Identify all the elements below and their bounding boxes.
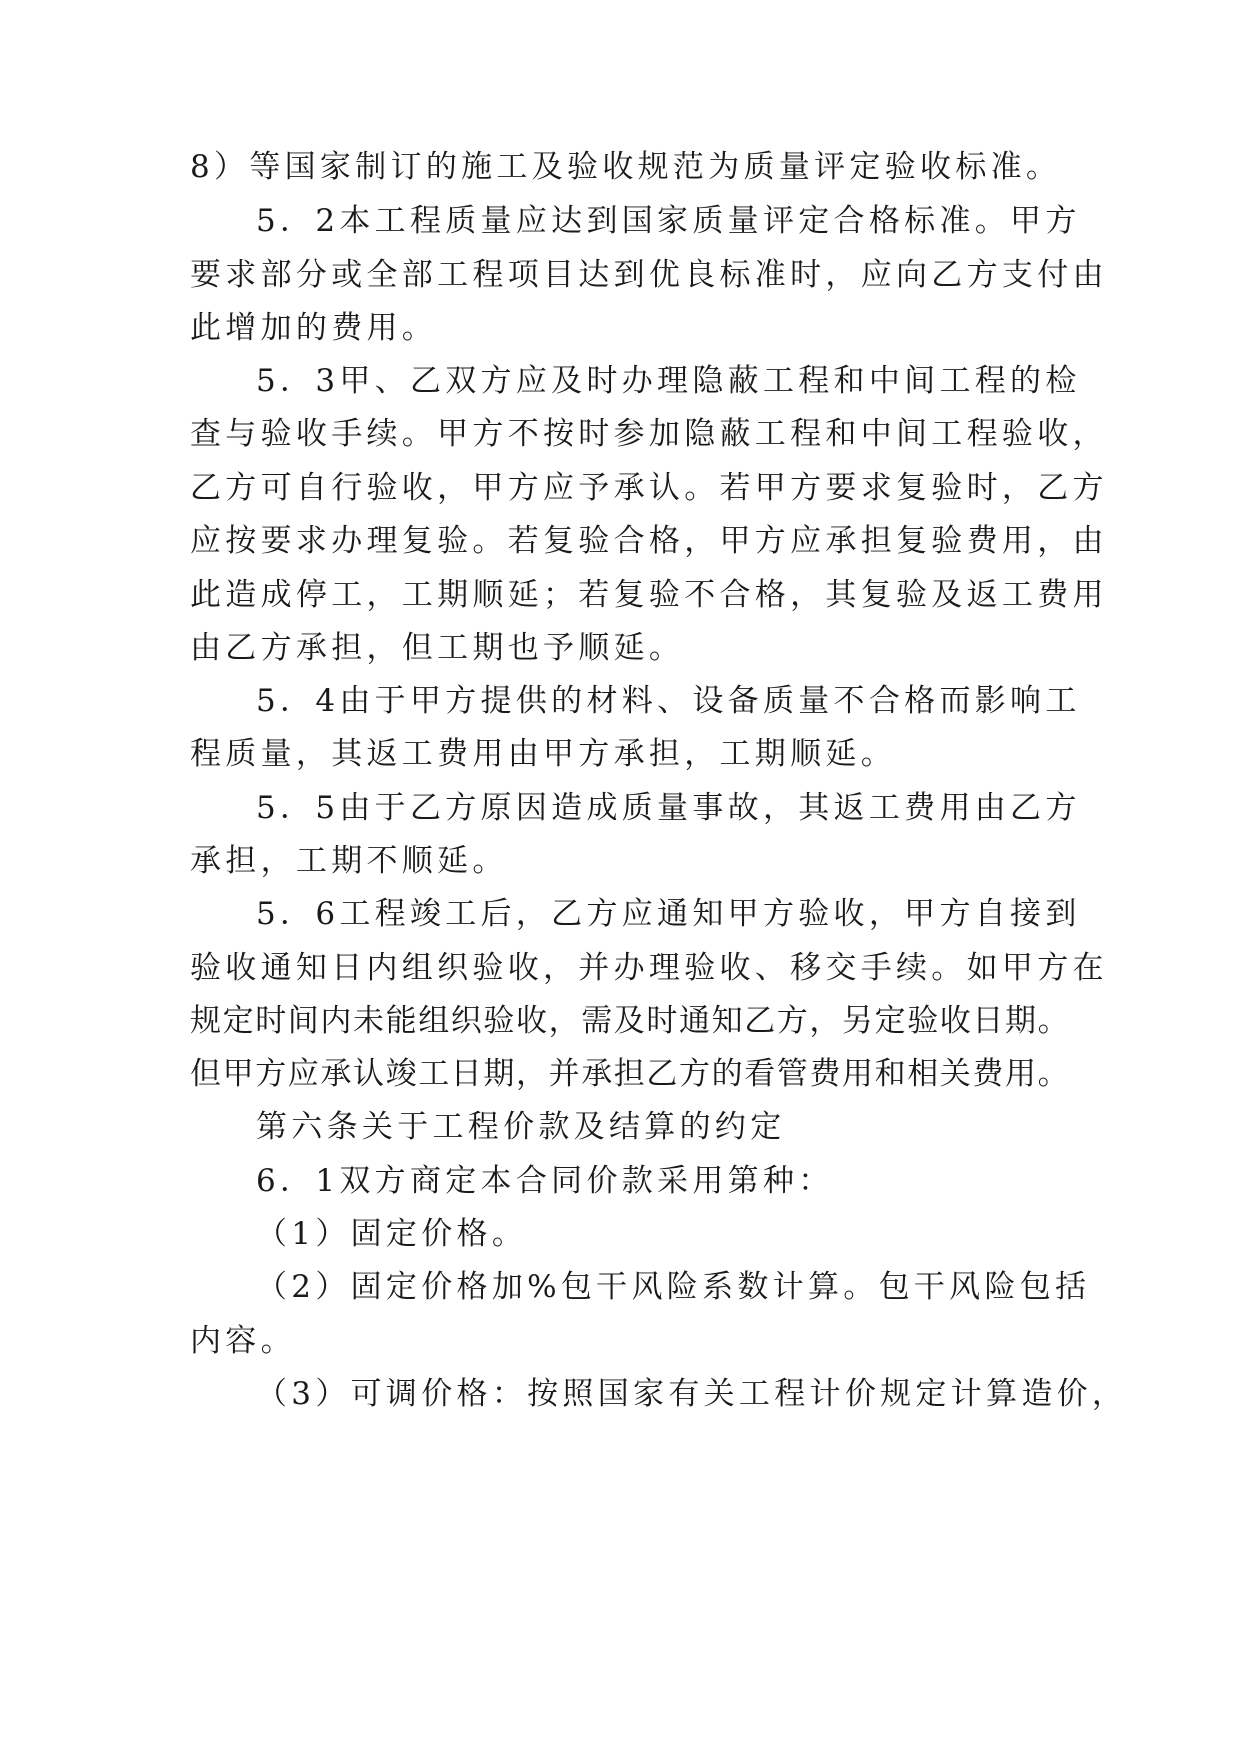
- text-line: 查与验收手续。甲方不按时参加隐蔽工程和中间工程验收，: [190, 416, 1108, 452]
- text-line: 5．6工程竣工后，乙方应通知甲方验收，甲方自接到: [256, 896, 1081, 932]
- text-line: 8）等国家制订的施工及验收规范为质量评定验收标准。: [190, 149, 1062, 185]
- text-line: 此造成停工，工期顺延；若复验不合格，其复验及返工费用: [190, 577, 1108, 613]
- text-line: 5．5由于乙方原因造成质量事故，其返工费用由乙方: [256, 790, 1081, 826]
- text-line: 程质量，其返工费用由甲方承担，工期顺延。: [190, 736, 896, 772]
- text-line: 乙方可自行验收，甲方应予承认。若甲方要求复验时，乙方: [190, 470, 1108, 506]
- text-line: 5．4由于甲方提供的材料、设备质量不合格而影响工: [256, 683, 1081, 719]
- text-line: 承担，工期不顺延。: [190, 843, 508, 879]
- text-line: （1）固定价格。: [256, 1216, 528, 1252]
- text-line: 由乙方承担，但工期也予顺延。: [190, 630, 685, 666]
- text-line: （3）可调价格：按照国家有关工程计价规定计算造价，: [256, 1376, 1128, 1412]
- text-line: 应按要求办理复验。若复验合格，甲方应承担复验费用，由: [190, 523, 1108, 559]
- text-line: 5．2本工程质量应达到国家质量评定合格标准。甲方: [256, 203, 1081, 239]
- text-line: 6．1双方商定本合同价款采用第种：: [256, 1163, 834, 1199]
- text-line: 验收通知日内组织验收，并办理验收、移交手续。如甲方在: [190, 950, 1108, 986]
- text-line: 但甲方应承认竣工日期，并承担乙方的看管费用和相关费用。: [190, 1056, 1071, 1092]
- section-heading: 第六条关于工程价款及结算的约定: [256, 1109, 786, 1145]
- text-line: 内容。: [190, 1323, 296, 1359]
- text-line: （2）固定价格加%包干风险系数计算。包干风险包括: [256, 1269, 1091, 1305]
- text-line: 5．3甲、乙双方应及时办理隐蔽工程和中间工程的检: [256, 363, 1081, 399]
- text-line: 规定时间内未能组织验收，需及时通知乙方，另定验收日期。: [190, 1003, 1071, 1039]
- text-line: 此增加的费用。: [190, 310, 438, 346]
- text-line: 要求部分或全部工程项目达到优良标准时，应向乙方支付由: [190, 257, 1108, 293]
